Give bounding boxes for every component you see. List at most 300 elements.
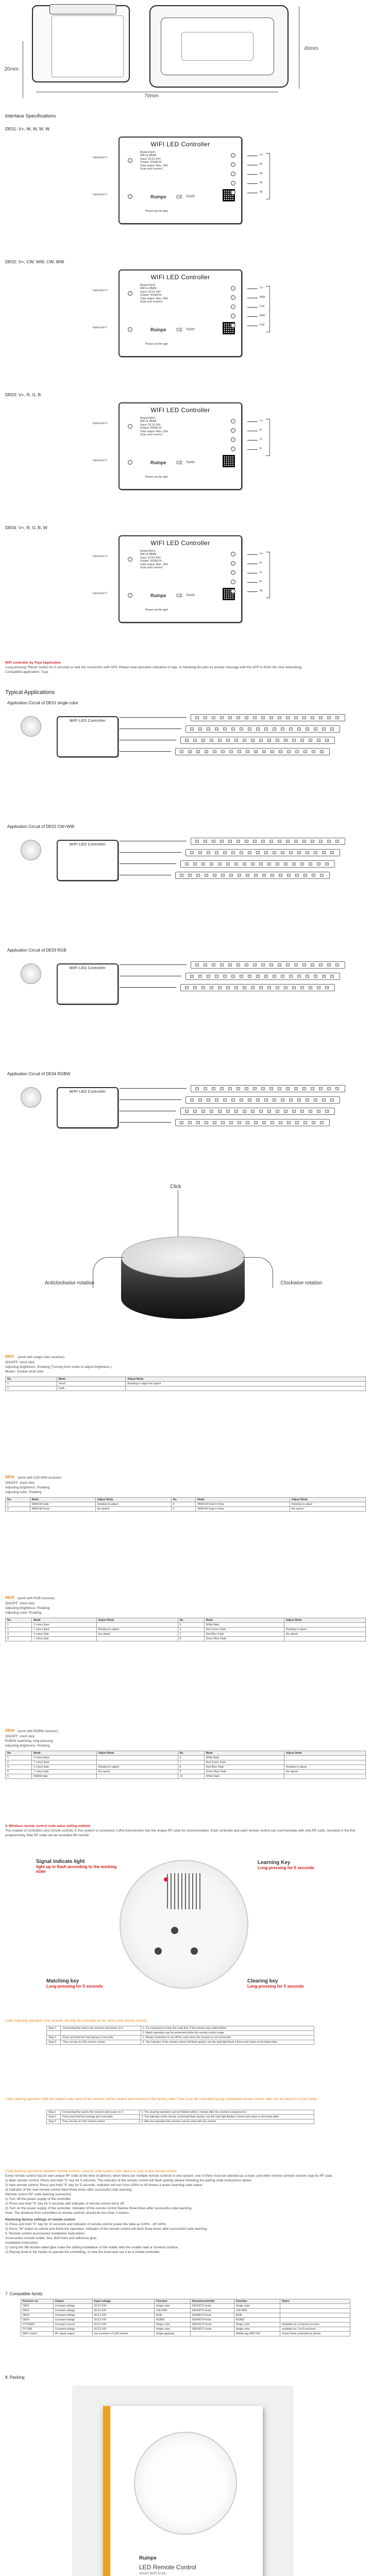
- mode-table-header: Mode: [204, 1618, 284, 1623]
- mode-table-cell: [284, 1756, 365, 1760]
- mode-section-line: Adjusting brightness: Rotating (Turning from mode to adjust brightness ): [5, 1365, 112, 1369]
- signal-led: [164, 1877, 168, 1882]
- table-row: [6, 1770, 366, 1774]
- input-terminal: [128, 593, 132, 598]
- table-cell: DE01/DT1 Knob: [190, 2323, 234, 2327]
- output-brace: [266, 552, 270, 598]
- table-cell: [190, 2332, 234, 2336]
- table-cell: 1. The clearing operation can be finished within 1 minute after the receiver is powered on.: [140, 2110, 314, 2115]
- mode-table-cell: Rotating to adjust: [96, 1765, 178, 1770]
- app-controller-title: WIFI LED Controller: [69, 967, 106, 970]
- knob[interactable]: [121, 1226, 245, 1319]
- output-pin-label: G: [260, 571, 262, 574]
- table-row: [6, 1386, 366, 1391]
- mode-table-cell: 3: [6, 1765, 32, 1770]
- output-terminal: [231, 570, 235, 575]
- mode-section-line: Adjusting brightness: Rotating: [5, 1606, 50, 1610]
- remote-body: The module of controllers and remote controls in this system is connected, LoRa transmission has the unique RF code for communication. Each controller and each remote control can communicate with only RF code, recorded in the first programming. Max RF code can be recorded 8th remote.: [5, 1829, 356, 1837]
- mode-table-cell: Rotating to adjust: [96, 1628, 178, 1632]
- app-controller-title: WIFI LED Controller: [69, 843, 106, 846]
- mode-table-cell: Red Blue Fade: [204, 1632, 284, 1637]
- mode-table-header: Adjust Mode: [96, 1618, 178, 1623]
- table-row: [47, 2036, 314, 2040]
- mode-table-cell: the speed: [284, 1770, 365, 1774]
- output-pin-label: G: [260, 438, 262, 441]
- mode-table-cell: 5: [171, 1507, 196, 1512]
- mode-table-cell: Red Blue Fade: [204, 1765, 284, 1770]
- mode-section-line: Adjusting color: Rotating: [5, 1490, 42, 1494]
- table-cell: RGBW: [154, 2318, 190, 2323]
- output-wire: [247, 307, 258, 308]
- controller-brand: Ruinpe: [150, 327, 166, 332]
- table-cell: Step 2: [47, 2036, 61, 2040]
- mode-table-cell: the speed: [290, 1507, 366, 1512]
- table-header: Function: [154, 2299, 190, 2304]
- output-terminal: [231, 323, 235, 328]
- remote-knob[interactable]: [120, 1860, 248, 1989]
- table-row: [6, 1502, 366, 1507]
- table-header: Output: [53, 2299, 92, 2304]
- table-cell: DC12-24V: [92, 2323, 154, 2327]
- notes-body: Every remote control has its own unique RF code at the time of delivery; when there are multiple remote controls in one system, one of them must be selected as a main, and other remote controls receive copy its RF code. 1) Main remote control: Press and hold "S" key for 5 seconds. The indicator of the remote control will flash quickly, please following the pairing code instructions above. 2) New remote control: Press and hold "S" key for 5 seconds. Indicator will turn from 100% to off means it enters learning code status. 3) Indicator of the new remote control flash three times after successful code learning. Remote control RF code learning successful. 1) Turn off the power supply of the controller. 2) Press and hold "S" key for 5 seconds with indicator of remote control turns off. 3) Turn on the power supply of the controller. Indicator of the remote control flashes three times after successful code learning. Note: The distance from controllers to remote controls should be less than 2 meters.: [5, 2174, 333, 2215]
- led-strip: [185, 1096, 340, 1104]
- input-gnd-label: Input port 2: [93, 193, 107, 196]
- mode-section-heading: DE04: [5, 1729, 14, 1733]
- input-terminal: [128, 158, 132, 163]
- input-terminal: [128, 291, 132, 296]
- variant-title: DE02: V+, CW, WW, CW, WW: [5, 259, 64, 264]
- output-terminal: [231, 447, 235, 451]
- ce-mark: CE: [176, 194, 183, 199]
- mode-section-line: Adjusting brightness: Rotating: [5, 1744, 50, 1748]
- controller-title: WIFI LED Controller: [150, 539, 210, 547]
- mode-table-cell: 4: [171, 1502, 196, 1507]
- led-strip: [180, 737, 335, 744]
- table-cell: Smart home controlled by phone: [280, 2332, 350, 2336]
- table-cell: 1. It is necessary to clear the code first. If the remote was coded before: [141, 2026, 314, 2031]
- typical-title: Typical Applications: [5, 689, 55, 696]
- mode-table-cell: the speed: [96, 1770, 178, 1774]
- notes-heading: Code learning operations between remote controls: Used to unify system code values or copy a new remote control.: [5, 2170, 177, 2173]
- table-cell: DT-DIM01: [21, 2323, 54, 2327]
- learning-notes: [5, 2169, 366, 2255]
- input-gnd-label: Input port 2: [93, 459, 107, 462]
- table-cell: DC12-24V: [92, 2318, 154, 2323]
- mode-table-cell: 1: [6, 1623, 32, 1628]
- controller-specs: Model:DE01 WiFi & 4BAN Input: DC12-24V Output: 4X5A/CH Total output: Max. 20A Scan and connect: [140, 417, 168, 437]
- controller-specs: Model:DE01 WiFi & 4BAN Input: DC12-24V Output: 4X5A/CH Total output: Max. 20A Scan and connect: [140, 550, 168, 570]
- table-cell: RGB: [234, 2313, 280, 2318]
- box-line: LED Remote Control: [139, 2564, 196, 2571]
- speaker-grille: [167, 1873, 203, 1909]
- mode-section-heading: DE02: [5, 1476, 14, 1479]
- table-cell: DC12-24V: [92, 2304, 154, 2309]
- mode-table-cell: Rotating to adjust: [95, 1502, 171, 1507]
- packing-box: [72, 2385, 294, 2576]
- mode-table-cell: Fixed: [57, 1382, 126, 1386]
- table-row: [21, 2318, 350, 2323]
- mode-table-cell: 3 colors flash: [32, 1623, 96, 1628]
- controller-4: [119, 535, 242, 623]
- mode-section-line: ON/OFF: short click: [5, 1361, 35, 1364]
- controller-specs: Model:DE01 WiFi & 4BAN Input: DC12-24V Output: 4X5A/CH Total output: Max. 20A Scan and connect: [140, 284, 168, 304]
- dimension-drawing: [0, 0, 372, 108]
- table-row: [6, 1637, 366, 1641]
- input-terminal: [128, 460, 132, 465]
- mode-table-header: Adjust Mode: [284, 1751, 365, 1756]
- mode-table-cell: 2: [6, 1628, 32, 1632]
- mode-table-header: Mode: [30, 1498, 95, 1502]
- mode-table-cell: Rotating to adjust: [284, 1628, 365, 1632]
- table-cell: 3. After the operation the receiver can be used with any remote.: [140, 2120, 314, 2124]
- mode-table-cell: [96, 1756, 178, 1760]
- mode-table-cell: [284, 1623, 365, 1628]
- table-row: [47, 2110, 314, 2115]
- mode-table-cell: White flash: [204, 1623, 284, 1628]
- mode-table-cell: [126, 1386, 366, 1391]
- dim-length-label: 70mm: [144, 93, 159, 99]
- mode-table-cell: WW/CW Fade in three: [196, 1507, 290, 1512]
- controller-3: [119, 402, 242, 490]
- ce-mark: CE: [176, 460, 183, 465]
- mode-table-cell: White Fade: [204, 1774, 284, 1779]
- table-row: [6, 1774, 366, 1779]
- table-row: [6, 1382, 366, 1386]
- mode-section-line: ON/OFF: short click: [5, 1602, 35, 1605]
- code-match-table: [46, 2026, 314, 2045]
- table-row: [47, 2115, 314, 2120]
- output-pin-label: W: [260, 163, 263, 166]
- table-cell: Single gateway: [154, 2332, 190, 2336]
- table-cell: [280, 2309, 350, 2313]
- mode-section-sub: (work with CW+WW receiver): [18, 1476, 62, 1480]
- input-gnd-label: Input port 2: [93, 326, 107, 329]
- mode-table-header: Mode: [32, 1618, 96, 1623]
- output-wire: [247, 591, 258, 592]
- output-brace: [266, 153, 270, 199]
- input-v-label: Input port V: [93, 289, 108, 292]
- table-cell: DE01/DT1 knob: [190, 2304, 234, 2309]
- rohs-mark: RoHS: [187, 461, 195, 464]
- table-row: [21, 2309, 350, 2313]
- ce-mark: CE: [176, 593, 183, 598]
- table-cell: Single color: [234, 2304, 280, 2309]
- mode-table-header: Mode: [196, 1498, 290, 1502]
- table-cell: DE03/DT3 knob: [190, 2313, 234, 2318]
- led-strip: [185, 849, 340, 856]
- table-row: [21, 2327, 350, 2332]
- output-wire: [247, 582, 258, 583]
- controller-title: WIFI LED Controller: [150, 406, 210, 414]
- compat-table: [21, 2299, 350, 2336]
- mode-table-cell: 7 colors flash: [32, 1760, 96, 1765]
- led-strip: [180, 1108, 335, 1115]
- input-terminal: [128, 194, 132, 199]
- table-row: [21, 2313, 350, 2318]
- table-cell: WiFi-control: [21, 2332, 54, 2336]
- code-clear-table: [46, 2110, 314, 2124]
- output-terminal: [231, 314, 235, 318]
- app-circuit-title: Application Circuit of DE02 CW+WW: [7, 824, 75, 829]
- table-row: [21, 2332, 350, 2336]
- mode-table-cell: [284, 1760, 365, 1765]
- packing-heading: 8. Packing: [5, 2375, 25, 2380]
- mode-table-cell: 1: [6, 1756, 32, 1760]
- mode-table-cell: 1: [6, 1502, 30, 1507]
- output-terminal: [231, 162, 235, 167]
- output-wire: [247, 421, 258, 422]
- mode-table-cell: Green Blue Fade: [204, 1637, 284, 1641]
- mode-table-cell: 2: [6, 1507, 30, 1512]
- strip-wire: [120, 1099, 181, 1100]
- table-row: [6, 1507, 366, 1512]
- mode-table-cell: 4: [6, 1770, 32, 1774]
- table-cell: Press and hold the learning key 5 seconds: [61, 2115, 140, 2120]
- table-cell: Constant voltage: [53, 2304, 92, 2309]
- mode-table-cell: 6: [178, 1756, 204, 1760]
- controller-top-edge: [49, 4, 116, 14]
- led-strip: [175, 1119, 330, 1126]
- mode-table-header: Adjust Mode: [284, 1618, 365, 1623]
- controller-1: [119, 137, 242, 224]
- mode-table-cell: 7: [178, 1632, 204, 1637]
- table-cell: RF signal output: [53, 2332, 92, 2336]
- strip-wire: [120, 1088, 187, 1089]
- led-strip: [175, 748, 330, 755]
- mode-table-header: No.: [6, 1377, 57, 1382]
- app-circuit-title: Application Circuit of DE03 RGB: [7, 948, 66, 953]
- compat-heading: 7. Compatible family: [5, 2292, 43, 2296]
- table-row: [6, 1632, 366, 1637]
- table-cell: DE01: [21, 2304, 54, 2309]
- led-strip: [191, 838, 345, 845]
- controller-title: WIFI LED Controller: [150, 274, 210, 281]
- table-cell: DE04: [21, 2318, 54, 2323]
- remote-section: [5, 1824, 366, 1838]
- table-cell: CW+WW: [154, 2309, 190, 2313]
- mode-table-header: No.: [6, 1498, 30, 1502]
- table-row: [6, 1756, 366, 1760]
- table-row: [6, 1623, 366, 1628]
- strip-wire: [120, 751, 171, 752]
- mode-section-line: ON/OFF: short click: [5, 1735, 35, 1738]
- mode-table-cell: 1: [6, 1382, 57, 1386]
- box-sub: Smart WiFi knob: [139, 2572, 166, 2575]
- table-row: [47, 2120, 314, 2124]
- variant-title: DE04: V+, R, G, B, W: [5, 525, 47, 530]
- led-strip: [180, 860, 335, 868]
- app-circuit-title: Application Circuit of DE01 single color: [7, 701, 78, 705]
- output-terminal: [231, 589, 235, 594]
- mode-table-header: Mode: [32, 1751, 96, 1756]
- table-cell: Connecting the load to the receiver and power on it: [61, 2026, 141, 2031]
- table-row: [21, 2304, 350, 2309]
- output-terminal: [231, 172, 235, 176]
- mode-table-cell: [96, 1760, 178, 1765]
- table-cell: Single color: [154, 2304, 190, 2309]
- output-terminal: [231, 190, 235, 195]
- table-header: Receiver no.: [21, 2299, 54, 2304]
- table-cell: [61, 2031, 141, 2036]
- table-cell: RGBW: [234, 2318, 280, 2323]
- table-cell: available for 1 to 8 receivers: [280, 2327, 350, 2332]
- rohs-mark: RoHS: [187, 328, 195, 331]
- output-terminal: [231, 286, 235, 291]
- table-cell: 2. Match operation can be performed within the remote control range: [141, 2031, 314, 2036]
- mode-table-cell: 6: [178, 1628, 204, 1632]
- mode-table-cell: Fade: [57, 1386, 126, 1391]
- mode-table-cell: [96, 1637, 178, 1641]
- output-terminal: [231, 419, 235, 423]
- mode-table-header: No.: [6, 1751, 32, 1756]
- mode-table-header: Mode: [204, 1751, 284, 1756]
- table-cell: Single color: [154, 2327, 190, 2332]
- output-terminal: [231, 437, 235, 442]
- app-controller: [57, 716, 119, 757]
- mode-section-line: RGB/W switching: long pressing: [5, 1739, 53, 1743]
- mode-section-sub: (work with RGB receiver): [18, 1597, 55, 1600]
- mode-table-cell: 8: [178, 1765, 204, 1770]
- input-v-label: Input port V: [93, 555, 108, 558]
- controller-remote-note: Please use the app!: [145, 343, 168, 346]
- table-cell: DE03: [21, 2313, 54, 2318]
- input-terminal: [128, 327, 132, 332]
- table-cell: DE02: [21, 2309, 54, 2313]
- variant-title: DE03: V+, R, G, B: [5, 392, 41, 397]
- table-row: [21, 2323, 350, 2327]
- remote-diagram: [0, 1850, 372, 2014]
- table-cell: Step 3: [47, 2120, 61, 2124]
- mode-table-header: Adjust Mode: [290, 1498, 366, 1502]
- mode-table-cell: Rotating to adjust: [290, 1502, 366, 1507]
- table-cell: Available for 4-channel receiver: [280, 2323, 350, 2327]
- output-terminal: [231, 552, 235, 556]
- output-pin-label: W: [260, 191, 263, 194]
- mode-section-heading: DE01: [5, 1355, 14, 1359]
- mode-table-cell: the speed: [284, 1632, 365, 1637]
- remote-heading: 4. Wireless remote control code value setting method: [5, 1824, 91, 1828]
- input-terminal: [128, 424, 132, 429]
- mode-table-cell: [284, 1774, 365, 1779]
- mode-table-cell: RGBW fade: [32, 1774, 96, 1779]
- mode-table-cell: 5: [6, 1774, 32, 1779]
- mode-sections: [0, 1355, 372, 1824]
- mode-section-sub: (work with single color receiver): [18, 1355, 65, 1359]
- table-header: Function: [234, 2299, 280, 2304]
- factory-body: 1) Press and hold "S" key for 10 seconds and indicator of remote control power the slide as 100% - off 100%. 2) Press "M" button to cancel and finish the operation. Indicator of the remote control will flash three times after successful code learning. 5. Remote control accessories installation instructions Accessories include holder, box, Bolt foam and adhesive glue. Installation instruction: 1) Using the 3M double-sided glue make the drilling installation of the holder with the smaller wall or furniture surface. 2) Placing knob in the holder to operate the controlling, or take the knob and use it as a mobile controller.: [5, 2223, 208, 2254]
- mode-table-cell: [96, 1774, 178, 1779]
- mode-table-cell: [284, 1637, 365, 1641]
- box-knob-image: [134, 2432, 237, 2535]
- controller-brand: Ruinpe: [150, 194, 166, 199]
- mode-table-header: Adjust Mode: [95, 1498, 171, 1502]
- mode-table-cell: the speed: [95, 1507, 171, 1512]
- controller-remote-note: Please use the app!: [145, 476, 168, 479]
- ce-mark: CE: [176, 327, 183, 332]
- mode-table-cell: Rotating to adjust the speed: [126, 1382, 366, 1386]
- output-terminal: [231, 561, 235, 566]
- output-pin-label: V+: [260, 154, 263, 157]
- clearing-key[interactable]: [191, 1947, 198, 1955]
- mode-table-cell: Rotating to adjust: [284, 1765, 365, 1770]
- table-cell: Connecting the load to the receiver and power on it: [61, 2110, 140, 2115]
- led-strip: [191, 1085, 345, 1092]
- table-cell: They are key to LED remote control: [61, 2120, 140, 2124]
- mode-table-header: No.: [178, 1618, 204, 1623]
- mode-table-cell: 3 colors flash: [32, 1756, 96, 1760]
- learning-key[interactable]: [171, 1927, 178, 1934]
- mode-table-cell: Green Blue Fade: [204, 1770, 284, 1774]
- output-pin-label: W: [260, 589, 263, 592]
- mode-table-cell: 3: [6, 1632, 32, 1637]
- table-cell: DC12-24V: [92, 2313, 154, 2318]
- table-cell: Constant voltage: [53, 2327, 92, 2332]
- app-controller-title: WIFI LED Controller: [69, 1090, 106, 1094]
- table-cell: [47, 2031, 61, 2036]
- input-v-label: Input port V: [93, 156, 108, 159]
- controller-remote-note: Please use the app!: [145, 210, 168, 213]
- table-cell: Constant current: [53, 2323, 92, 2327]
- table-row: [6, 1628, 366, 1632]
- matching-key[interactable]: [155, 1947, 162, 1955]
- output-brace: [266, 286, 270, 332]
- mode-table: [5, 1497, 366, 1512]
- mode-section-sub: (work with RGBW receiver): [18, 1730, 58, 1733]
- table-cell: 4. The indicator of the remote control will flash quickly, see the load light flash 3 times and return to the initial state.: [141, 2040, 314, 2045]
- table-cell: [280, 2318, 350, 2323]
- anticlockwise-label: Anticlockwise rotation: [44, 1280, 95, 1286]
- table-cell: CW+WW: [234, 2309, 280, 2313]
- output-wire: [247, 183, 258, 184]
- controller-specs: Model:DE01 WiFi & 4BAN Input: DC12-24V Output: 4X5A/CH Total output: Max. 20A Scan and connect: [140, 151, 168, 171]
- mode-section-line: Adjusting brightness: Rotating: [5, 1486, 50, 1489]
- code-clear-heading: Code clearing operation (Will the original code value of the receiver will be cleared and returned to the factory state. Then it can be controlled by any compatible remote control, after can be paired to a new code): [5, 2097, 317, 2101]
- output-brace: [266, 419, 270, 456]
- mode-table-cell: 8: [178, 1637, 204, 1641]
- mode-table-cell: 9: [178, 1770, 204, 1774]
- mode-table-cell: 4: [6, 1637, 32, 1641]
- signal-label: Signal indicate light light up in flash according to the working state: [36, 1859, 117, 1874]
- table-row: [47, 2031, 314, 2036]
- output-pin-label: R: [260, 429, 262, 432]
- output-terminal: [231, 428, 235, 433]
- mode-table-cell: 2: [6, 1386, 57, 1391]
- controller-brand: Ruinpe: [150, 593, 166, 598]
- output-terminal: [231, 153, 235, 158]
- output-wire: [247, 449, 258, 450]
- mode-table-cell: 7: [178, 1760, 204, 1765]
- mode-table-cell: 3 colors fade: [32, 1632, 96, 1637]
- strip-wire: [120, 964, 187, 965]
- mode-table-cell: WW/CW Fade: [30, 1502, 95, 1507]
- table-row: [6, 1765, 366, 1770]
- controller-side-drawing: [149, 5, 289, 88]
- table-header: Notes: [280, 2299, 350, 2304]
- table-cell: Constant voltage: [53, 2309, 92, 2313]
- strip-wire: [120, 1122, 171, 1123]
- mode-table: [5, 1377, 366, 1391]
- table-cell: Step 1: [47, 2026, 61, 2031]
- output-pin-label: B: [260, 580, 262, 583]
- dim-depth-label: 40mm: [304, 46, 318, 52]
- mode-section-heading: DE03: [5, 1596, 14, 1600]
- mode-table-header: No.: [6, 1618, 32, 1623]
- rohs-mark: RoHS: [187, 594, 195, 597]
- knob-thumb: [21, 963, 41, 984]
- rohs-mark: RoHS: [187, 195, 195, 198]
- table-cell: Press and hold the learning key 5 seconds: [61, 2036, 141, 2040]
- clearing-label: Clearing key Long-pressing for 5 seconds: [247, 1978, 304, 1989]
